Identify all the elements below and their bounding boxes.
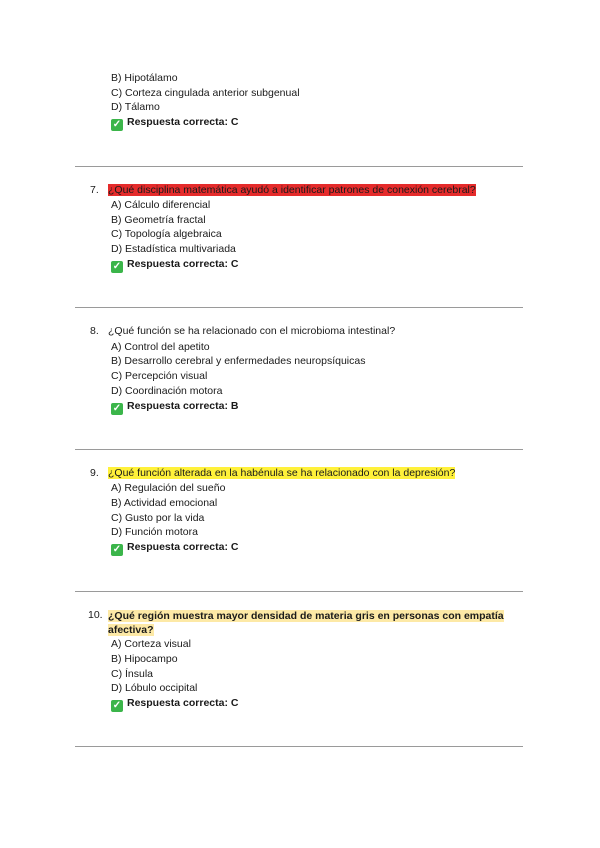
option-c: C) Topología algebraica <box>111 228 222 240</box>
option-d: D) Estadística multivariada <box>111 243 236 255</box>
option-d: D) Lóbulo occipital <box>111 682 198 694</box>
check-icon: ✓ <box>112 403 122 414</box>
correct-answer: ✓ Respuesta correcta: C <box>112 697 239 711</box>
option-c: C) Gusto por la vida <box>111 512 205 524</box>
check-icon: ✓ <box>112 700 122 711</box>
divider <box>75 591 523 592</box>
question-text: ¿Qué función alterada en la habénula se ha relacionado con la depresión? <box>108 467 456 479</box>
question-8: 8. ¿Qué función se ha relacionado con el microbioma intestinal? <box>90 325 396 337</box>
divider <box>75 166 523 167</box>
option-d: D) Función motora <box>111 526 198 538</box>
option-a: A) Control del apetito <box>111 341 210 353</box>
correct-answer: ✓ Respuesta correcta: B <box>112 400 239 414</box>
check-icon: ✓ <box>112 261 122 272</box>
option-b: B) Geometría fractal <box>111 214 206 226</box>
divider <box>75 746 523 747</box>
check-icon: ✓ <box>112 544 122 555</box>
question-text: ¿Qué región muestra mayor densidad de materia gris en personas con empatía afectiva? <box>108 610 504 636</box>
option-a: A) Cálculo diferencial <box>111 199 211 211</box>
option-b: B) Desarrollo cerebral y enfermedades neuropsíquicas <box>111 355 366 367</box>
divider <box>75 307 523 308</box>
option-d: D) Coordinación motora <box>111 385 223 397</box>
option-c: C) Ínsula <box>111 668 154 680</box>
option-b: B) Hipotálamo <box>111 72 178 84</box>
question-text: ¿Qué disciplina matemática ayudó a identificar patrones de conexión cerebral? <box>108 184 476 196</box>
question-10-number: 10. <box>88 609 103 621</box>
correct-answer: ✓ Respuesta correcta: C <box>112 541 239 555</box>
option-c: C) Percepción visual <box>111 370 208 382</box>
option-c: C) Corteza cingulada anterior subgenual <box>111 87 300 99</box>
correct-answer: ✓ Respuesta correcta: C <box>112 116 239 130</box>
check-icon: ✓ <box>112 119 122 130</box>
option-a: A) Regulación del sueño <box>111 482 226 494</box>
option-b: B) Hipocampo <box>111 653 178 665</box>
option-a: A) Corteza visual <box>111 638 191 650</box>
divider <box>75 449 523 450</box>
option-d: D) Tálamo <box>111 101 160 113</box>
option-b: B) Actividad emocional <box>111 497 218 509</box>
correct-answer: ✓ Respuesta correcta: C <box>112 258 239 272</box>
question-10 <box>108 609 528 637</box>
question-7: 7. ¿Qué disciplina matemática ayudó a identificar patrones de conexión cerebral? <box>90 184 476 196</box>
question-text: ¿Qué función se ha relacionado con el microbioma intestinal? <box>108 325 396 337</box>
question-9: 9. ¿Qué función alterada en la habénula se ha relacionado con la depresión? <box>90 467 456 479</box>
